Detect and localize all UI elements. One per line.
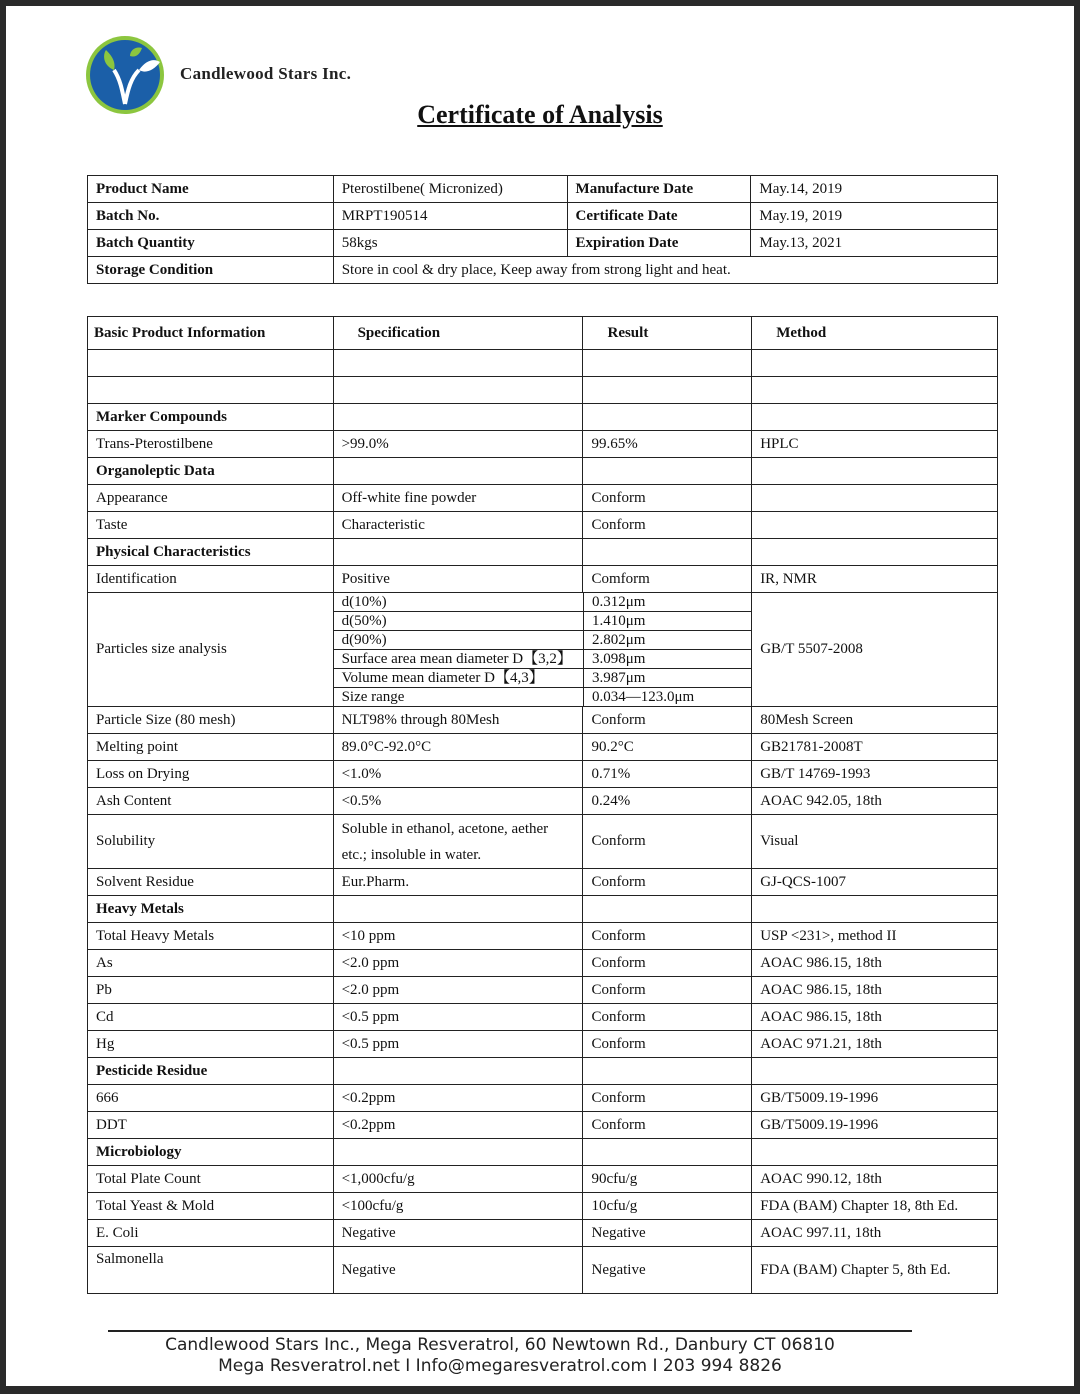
- column-header: Method: [752, 317, 998, 350]
- result: Conform: [583, 485, 752, 512]
- specification: <2.0 ppm: [333, 977, 583, 1004]
- info-value: MRPT190514: [333, 203, 567, 230]
- specification: [333, 815, 583, 869]
- result: 10cfu/g: [583, 1193, 752, 1220]
- table-row: [88, 485, 998, 512]
- table-row: [88, 815, 998, 869]
- result: 0.71%: [583, 761, 752, 788]
- method: AOAC 971.21, 18th: [752, 1031, 998, 1058]
- method: Visual: [752, 815, 998, 869]
- specification: Off-white fine powder: [333, 485, 583, 512]
- test-name: Total Heavy Metals: [88, 923, 334, 950]
- specification: <100cfu/g: [333, 1193, 583, 1220]
- info-row: [88, 230, 998, 257]
- result: Conform: [583, 950, 752, 977]
- method: AOAC 986.15, 18th: [752, 1004, 998, 1031]
- info-label: Product Name: [88, 176, 334, 203]
- method: AOAC 997.11, 18th: [752, 1220, 998, 1247]
- info-label: Expiration Date: [567, 230, 751, 257]
- particle-size-row: [88, 593, 998, 707]
- particle-size-subtable-cell: [333, 593, 752, 707]
- specification: <0.5 ppm: [333, 1004, 583, 1031]
- result: Conform: [583, 923, 752, 950]
- specification: Characteristic: [333, 512, 583, 539]
- analysis-table: [87, 316, 998, 1294]
- table-row: [88, 512, 998, 539]
- info-row: [88, 257, 998, 284]
- method: IR, NMR: [752, 566, 998, 593]
- table-row: [88, 431, 998, 458]
- subtable-row: [334, 669, 752, 688]
- result: 0.24%: [583, 788, 752, 815]
- section-title: Pesticide Residue: [88, 1058, 334, 1085]
- test-name: Melting point: [88, 734, 334, 761]
- table-row: [88, 761, 998, 788]
- table-row: [88, 1112, 998, 1139]
- footer-contact: Mega Resveratrol.net I Info@megaresveratrol.com I 203 994 8826: [218, 1356, 782, 1376]
- section-row: [88, 539, 998, 566]
- info-label: Certificate Date: [567, 203, 751, 230]
- test-name: Taste: [88, 512, 334, 539]
- method: AOAC 986.15, 18th: [752, 977, 998, 1004]
- company-name: Candlewood Stars Inc.: [180, 64, 352, 83]
- specification: <1,000cfu/g: [333, 1166, 583, 1193]
- table-row: [88, 1031, 998, 1058]
- method: USP <231>, method II: [752, 923, 998, 950]
- table-row: [88, 923, 998, 950]
- section-title: Physical Characteristics: [88, 539, 334, 566]
- test-name: As: [88, 950, 334, 977]
- test-name: Solubility: [88, 815, 334, 869]
- method: AOAC 990.12, 18th: [752, 1166, 998, 1193]
- test-name: Pb: [88, 977, 334, 1004]
- section-title: Microbiology: [88, 1139, 334, 1166]
- result: 90.2°C: [583, 734, 752, 761]
- specification: Negative: [333, 1247, 583, 1294]
- specification: d(90%): [334, 631, 584, 650]
- info-value: 58kgs: [333, 230, 567, 257]
- method: GB/T 14769-1993: [752, 761, 998, 788]
- section-row: [88, 1139, 998, 1166]
- subtable-row: [334, 650, 752, 669]
- subtable-row: [334, 593, 752, 612]
- result: Conform: [583, 1031, 752, 1058]
- specification: Eur.Pharm.: [333, 869, 583, 896]
- section-row: [88, 458, 998, 485]
- method: HPLC: [752, 431, 998, 458]
- section-row: [88, 896, 998, 923]
- table-row: [88, 977, 998, 1004]
- info-row: [88, 176, 998, 203]
- method: GJ-QCS-1007: [752, 869, 998, 896]
- table-row: [88, 950, 998, 977]
- info-value: May.19, 2019: [751, 203, 998, 230]
- info-row: [88, 203, 998, 230]
- info-label: Storage Condition: [88, 257, 334, 284]
- result: Negative: [583, 1220, 752, 1247]
- specification: <10 ppm: [333, 923, 583, 950]
- specification: d(50%): [334, 612, 584, 631]
- test-name: Particle Size (80 mesh): [88, 707, 334, 734]
- method: [752, 512, 998, 539]
- test-name: Solvent Residue: [88, 869, 334, 896]
- column-header: Basic Product Information: [88, 317, 334, 350]
- result: 3.987μm: [583, 669, 751, 688]
- result: Negative: [583, 1247, 752, 1294]
- table-row: [88, 1166, 998, 1193]
- test-name: Trans-Pterostilbene: [88, 431, 334, 458]
- method: GB/T5009.19-1996: [752, 1085, 998, 1112]
- test-name: DDT: [88, 1112, 334, 1139]
- table-row: [88, 1085, 998, 1112]
- specification: <1.0%: [333, 761, 583, 788]
- test-name: Appearance: [88, 485, 334, 512]
- result: Conform: [583, 977, 752, 1004]
- method: GB21781-2008T: [752, 734, 998, 761]
- test-name: Salmonella: [88, 1247, 334, 1294]
- info-label: Manufacture Date: [567, 176, 751, 203]
- test-name: Particles size analysis: [88, 593, 334, 707]
- result: 0.034—123.0μm: [583, 688, 751, 707]
- table-row: [88, 869, 998, 896]
- result: Conform: [583, 869, 752, 896]
- method: GB/T5009.19-1996: [752, 1112, 998, 1139]
- test-name: Total Yeast & Mold: [88, 1193, 334, 1220]
- specification: Positive: [333, 566, 583, 593]
- column-header: Result: [583, 317, 752, 350]
- result: Conform: [583, 1085, 752, 1112]
- specification: >99.0%: [333, 431, 583, 458]
- method: 80Mesh Screen: [752, 707, 998, 734]
- table-row: [88, 1247, 998, 1294]
- blank-row: [88, 350, 998, 377]
- info-value: May.14, 2019: [751, 176, 998, 203]
- method: AOAC 986.15, 18th: [752, 950, 998, 977]
- info-value: May.13, 2021: [751, 230, 998, 257]
- test-name: Hg: [88, 1031, 334, 1058]
- table-row: [88, 566, 998, 593]
- table-row: [88, 707, 998, 734]
- specification-line: etc.; insoluble in water.: [341, 846, 482, 863]
- table-row: [88, 1004, 998, 1031]
- section-row: [88, 404, 998, 431]
- result: Conform: [583, 512, 752, 539]
- footer-address: Candlewood Stars Inc., Mega Resveratrol, 60 Newtown Rd., Danbury CT 06810: [165, 1335, 835, 1355]
- info-label: Batch No.: [88, 203, 334, 230]
- particle-size-subtable: [334, 593, 752, 706]
- result: Conform: [583, 707, 752, 734]
- specification: <0.2ppm: [333, 1085, 583, 1112]
- subtable-row: [334, 612, 752, 631]
- specification: Size range: [341, 689, 405, 705]
- test-name: 666: [88, 1085, 334, 1112]
- specification: Surface area mean diameter D【3,2】: [334, 650, 584, 669]
- test-name: Total Plate Count: [88, 1166, 334, 1193]
- page-title: Certificate of Analysis: [417, 100, 663, 129]
- section-row: [88, 1058, 998, 1085]
- blank-row: [88, 377, 998, 404]
- info-value: Store in cool & dry place, Keep away from strong light and heat.: [333, 257, 997, 284]
- info-value: Pterostilbene( Micronized): [333, 176, 567, 203]
- specification: Negative: [333, 1220, 583, 1247]
- footer-divider: [108, 1330, 912, 1332]
- specification: <2.0 ppm: [333, 950, 583, 977]
- result: 99.65%: [583, 431, 752, 458]
- subtable-row: [334, 631, 752, 650]
- subtable-row: [334, 688, 752, 707]
- result: 2.802μm: [583, 631, 751, 650]
- specification: <0.5 ppm: [333, 1031, 583, 1058]
- result: 90cfu/g: [583, 1166, 752, 1193]
- test-name: Ash Content: [88, 788, 334, 815]
- table-row: [88, 1220, 998, 1247]
- specification: 89.0°C-92.0°C: [333, 734, 583, 761]
- specification: <0.5%: [333, 788, 583, 815]
- specification: NLT98% through 80Mesh: [333, 707, 583, 734]
- product-info-table: [87, 175, 998, 284]
- result: 3.098μm: [583, 650, 751, 669]
- method: FDA (BAM) Chapter 18, 8th Ed.: [752, 1193, 998, 1220]
- test-name: E. Coli: [88, 1220, 334, 1247]
- result: Conform: [583, 1004, 752, 1031]
- section-title: Heavy Metals: [88, 896, 334, 923]
- result: Conform: [583, 1112, 752, 1139]
- method: AOAC 942.05, 18th: [752, 788, 998, 815]
- method: [752, 485, 998, 512]
- test-name: Identification: [88, 566, 334, 593]
- specification: Volume mean diameter D【4,3】: [334, 669, 584, 688]
- specification-line: Soluble in ethanol, acetone, aether: [341, 820, 549, 837]
- method: FDA (BAM) Chapter 5, 8th Ed.: [752, 1247, 998, 1294]
- info-label: Batch Quantity: [88, 230, 334, 257]
- specification: <0.2ppm: [333, 1112, 583, 1139]
- specification: d(10%): [334, 593, 584, 612]
- test-name: Loss on Drying: [88, 761, 334, 788]
- table-header-row: [88, 317, 998, 350]
- test-name: Cd: [88, 1004, 334, 1031]
- result: Conform: [583, 815, 752, 869]
- section-title: Organoleptic Data: [88, 458, 334, 485]
- section-title: Marker Compounds: [88, 404, 334, 431]
- result: Comform: [583, 566, 752, 593]
- table-row: [88, 788, 998, 815]
- method: GB/T 5507-2008: [752, 593, 998, 707]
- result: 1.410μm: [583, 612, 751, 631]
- table-row: [88, 1193, 998, 1220]
- result: 0.312μm: [583, 593, 751, 612]
- column-header: Specification: [333, 317, 583, 350]
- table-row: [88, 734, 998, 761]
